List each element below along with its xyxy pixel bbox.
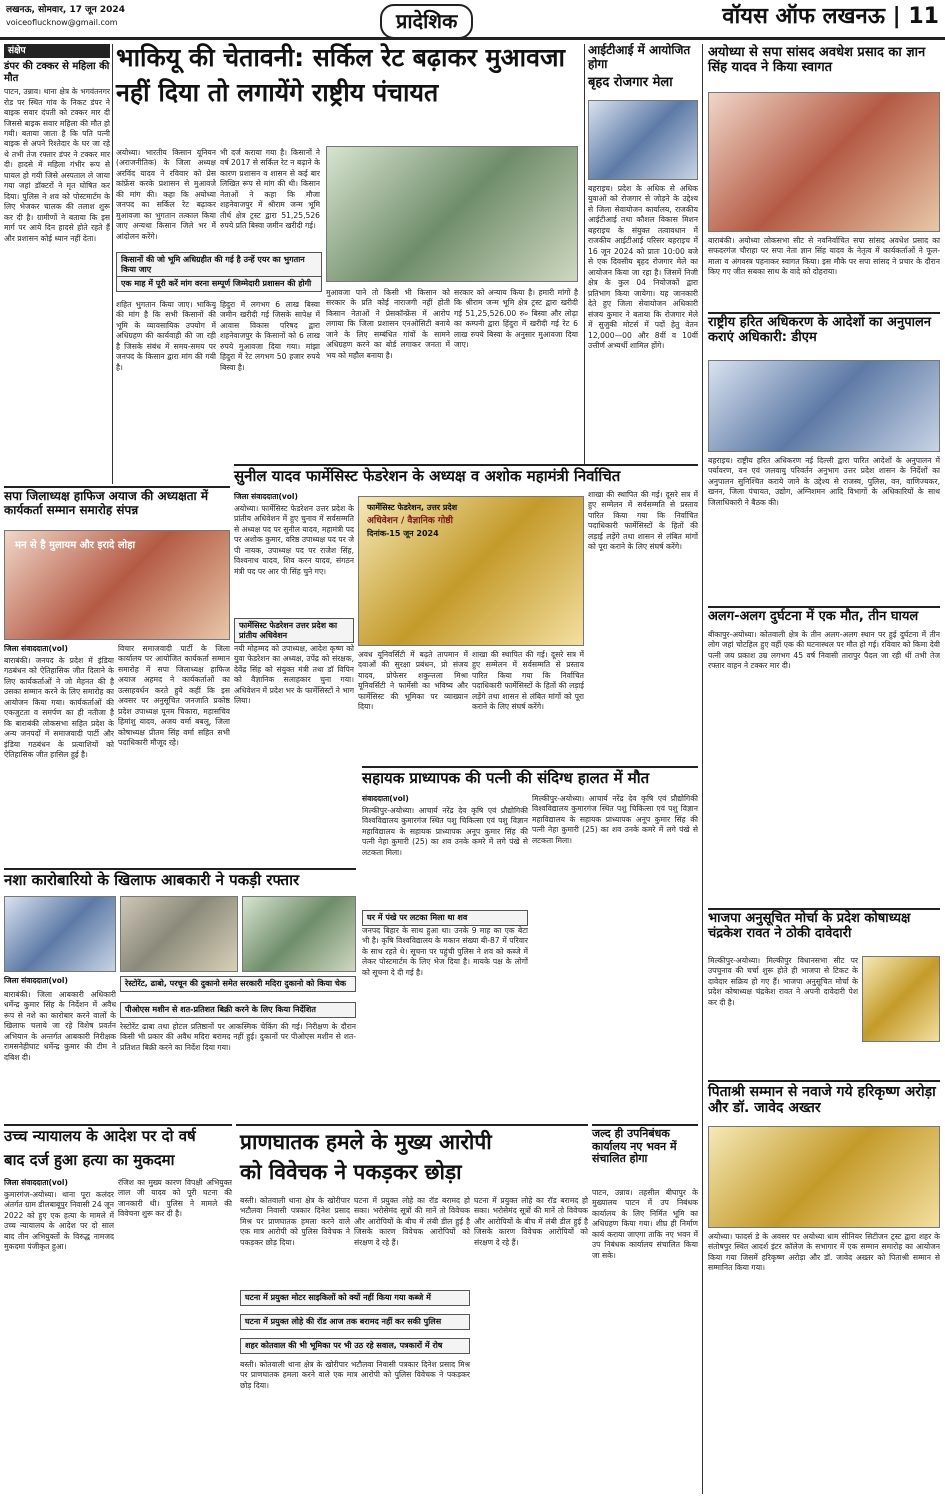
- divider: [112, 44, 113, 484]
- page-number: 11: [908, 4, 939, 29]
- sp-event-body-1: बाराबंकी। जनपद के प्रदेश में इंडिया गठबंधन को ऐतिहासिक जीत दिलाने के लिए कार्यकर्ताओं ने जो मेहनत की है उसका सम्मान करने के लिए समारोह का आयोजन किया गया। कार्यकर्ताओं की एकजुटता व समर्पण का ही नतीजा है कि बाराबंकी लोकसभा सहित प्रदेश के अन्य जनपदों में समाजवादी पार्टी और इंडिया गठबंधन के प्रत्याशियों को ऐतिहासिक जीत हासिल हुई है।: [4, 656, 114, 760]
- award-photo: [708, 1126, 940, 1228]
- divider: [702, 44, 703, 1494]
- brand-logo: वॉयस ऑफ लखनऊ | 11: [722, 4, 939, 29]
- brief-body: पाटन, उन्नाव। थाना क्षेत्र के भगवंतनगर रोड पर स्थित गांव के निकट डंपर ने बाइक सवार दंपती को टक्कर मार दी जिससे बाइक सवार महिला की मौत हो गयी। बताया जाता है कि पति पत्नी बाइक से अपने रिश्तेदार के घर जा रहे थे तभी तेज रफ्तार डंपर ने टक्कर मार दी। हादसे में महिला गंभीर रूप से घायल हो गयी जिसे अस्पताल ले जाया गया जहां डॉक्टरों ने मृत घोषित कर दिया। पुलिस ने शव को पोस्टमार्टम के लिए भेजकर चालक की तलाश शुरू कर दी है। ग्रामीणों ने बताया कि इस मार्ग पर आये दिन हादसे होते रहते हैं और प्रशासन कोई ध्यान नहीं देता।: [4, 87, 110, 243]
- pharma-photo: [358, 496, 584, 646]
- divider: [362, 766, 698, 768]
- masthead: [0, 0, 945, 40]
- excise-body-1: बाराबंकी। जिला आबकारी अधिकारी धर्मेन्द्र कुमार सिंह के निर्देशन में अवैध रूप से नशे का कारोबार करने वालों के खिलाफ चलाये जा रहे विशेष प्रवर्तन अभियान के अन्तर्गत आबकारी निरीक्षक रामसनेहीघाट धर्मेन्द्र कुमार की टीम ने दबिश दी।: [4, 990, 116, 1062]
- attack-body-3: बस्ती। कोतवाली थाना क्षेत्र के खोरीपार भटौलवा निवासी पत्रकार दिनेश प्रसाद मिश्र पर प्राणघातक हमला करने वाले एक मात्र आरोपी को पुलिस विवेचक ने पकड़कर छोड़ दिया।: [240, 1360, 470, 1390]
- job-fair-headline-1: आईटीआई में आयोजित होगा: [588, 43, 691, 71]
- pharma-headline: सुनील यादव फार्मेसिस्ट फेडरेशन के अध्यक्ष व अशोक महामंत्री निर्वाचित: [234, 467, 621, 485]
- ngt-headline: राष्ट्रीय हरित अधिकरण के आदेशों का अनुपालन कराएं अधिकारी: डीएम: [708, 315, 931, 345]
- brief-label: संक्षेप: [4, 44, 110, 58]
- death-byline: संवाददाता(vol): [362, 794, 409, 803]
- job-fair-body: बहराइच। प्रदेश के अधिक से अधिक युवाओं को रोजगार से जोड़ने के उद्देश्य से जिला सेवायोजन कार्यालय, राजकीय आईटीआई तथा कौशल विकास मिशन बहराइच के संयुक्त तत्वावधान में राजकीय आईटीआई परिसर बहराइच में 16 जून 2024 को प्रातः 10:00 बजे से एक दिवसीय बृहद रोजगार मेले का आयोजन किया जा रहा है। जिसमें निजी क्षेत्र के कुल 04 नियोजकों द्वारा प्रतिभाग किया जायेगा। यह जानकारी देते हुए जिला सेवायोजन अधिकारी संजय कुमार ने बताया कि रोजगार मेले में सुजुकी मोटर्स में पदों हेतु वेतन 12,000—00 और 8वीं व 10वीं उत्तीर्ण अभ्यर्थी शामिल होंगे।: [588, 184, 698, 351]
- court-byline: जिला संवाददाता(vol): [4, 1178, 68, 1187]
- attack-body-4: घटना में प्रयुक्त लोहे का रॉड बरामद हो सका। भरोसेमंद सूत्रों की मानें तो विवेचक और आरोपियों के बीच में लंबी डील हुई है जिसके कारण विवेचक आरोपियों को संरक्षण दे रहे हैं।: [474, 1196, 588, 1247]
- death-body-1: मिल्कीपुर-अयोध्या। आचार्य नरेंद्र देव कृषि एवं प्रौद्योगिकी विश्वविद्यालय कुमारगंज स्थित पशु चिकित्सा एवं पशु विज्ञान महाविद्यालय के सहायक प्राध्यापक अनूप कुमार सिंह की पत्नी नेहा कुमारी (25) का शव उनके कमरे में लगे पंखे से लटकता मिला।: [362, 806, 528, 857]
- divider: [234, 464, 698, 466]
- sp-event-headline: सपा जिलाध्यक्ष हाफिज अयाज की अध्यक्षता में कार्यकर्ता सम्मान समारोह संपन्न: [4, 489, 209, 517]
- mp-welcome-photo: [708, 92, 940, 232]
- attack-subhead-2: घटना में प्रयुक्त लोहे की रॉड आज तक बरामद नहीं कर सकी पुलिस: [240, 1314, 470, 1330]
- death-body-3: मिल्कीपुर-अयोध्या। आचार्य नरेंद्र देव कृषि एवं प्रौद्योगिकी विश्वविद्यालय कुमारगंज स्थित पशु चिकित्सा एवं पशु विज्ञान महाविद्यालय के सहायक प्राध्यापक अनूप कुमार सिंह की पत्नी नेहा कुमारी (25) का शव उनके कमरे में लगे पंखे से लटकता मिला।: [532, 794, 698, 845]
- attack-body-1: बस्ती। कोतवाली थाना क्षेत्र के खोरीपार भटौलवा निवासी पत्रकार दिनेश प्रसाद मिश्र पर प्राणघातक हमला करने वाले एक मात्र आरोपी को पुलिस विवेचक ने पकड़कर छोड़ दिया।: [240, 1196, 350, 1247]
- divider: [236, 1124, 588, 1126]
- attack-headline-2: को विवेचक ने पकड़कर छोड़ा: [240, 1160, 462, 1184]
- issue-date: लखनऊ, सोमवार, 17 जून 2024: [6, 5, 125, 15]
- excise-headline: नशा कारोबारियो के खिलाफ आबकारी ने पकड़ी रफ्तार: [4, 871, 300, 889]
- bjp-body: मिल्कीपुर-अयोध्या। मिल्कीपुर विधानसभा सीट पर उपचुनाव की चर्चा शुरू होते ही भाजपा से टिकट के दावेदार सक्रिय हो गए हैं। भाजपा अनुसूचित मोर्चा के प्रदेश कोषाध्यक्ष चंद्रकेश रावत ने अपनी दावेदारी पेश कर दी है।: [708, 956, 858, 1007]
- death-subhead: घर में पंखे पर लटका मिला था शव: [362, 910, 528, 926]
- brand-name: वॉयस ऑफ लखनऊ: [722, 4, 886, 29]
- ngt-photo: [708, 360, 940, 452]
- job-fair-headline-2: बृहद रोजगार मेला: [588, 74, 673, 90]
- death-headline: सहायक प्राध्यापक की पत्नी की संदिग्ध हालत में मौत: [362, 769, 650, 787]
- award-body: अयोध्या। फादर्स डे के अवसर पर अयोध्या धाम सीनियर सिटीजन ट्रस्ट द्वारा शहर के संतोषपुर स्थित आदर्श इंटर कॉलेज के सभागार में एक सम्मान समारोह का आयोजन किया गया जिसमें हरिकृष्ण अरोड़ा और डॉ. जावेद अख्तर को पिताश्री सम्मान से सम्मानित किया गया।: [708, 1232, 940, 1273]
- farmers-body-3: शहित भुगतान किया जाए। भाकियू की मांग है कि सभी किसानों की भूमि के व्यावसायिक उपयोग में अधिग्रहण की कार्यवाही की जा रही है जिसके संबंध में समय-समय पर जनपद के किसान द्वारा मांग की गयी है।: [116, 300, 216, 372]
- divider: [4, 486, 230, 488]
- farmers-body-5: मुआवजा पाने तो किसी भी किसान को सरकार के प्रति कोई नाराजगी नहीं होती किसान नेताओं ने प्रेसकॉन्फ्रेंस में आरोप लगाया कि जिला प्रशासन एनओसिटी बनाये जाने के लिए सम्बंधित गांवों के सामने अधिग्रहण करने का बोर्ड लगाकर जनता में भय को महौल बनाया है।: [326, 288, 450, 360]
- job-fair-story: [588, 44, 698, 91]
- job-fair-photo: [588, 100, 698, 180]
- divider: [708, 1080, 940, 1082]
- court-headline-1: उच्च न्यायालय के आदेश पर दो वर्ष: [4, 1127, 196, 1145]
- attack-subhead-3: शहर कोतवाल की भी भूमिका पर भी उठ रहे सवाल, पत्रकारों में रोष: [240, 1338, 470, 1354]
- farmers-body-2: भी दर्ज कराया गया है। किसानों ने वर्ष 2017 से सर्किल रेट न बढ़ाने के कारण प्रशासन व शासन से कई बार लिखित रूप से मांग की थी। किसान नेताओं ने कहा कि मौजा शहनेवाजपुर में श्रीराम जन्म भूमि तीर्थ क्षेत्र ट्रस्ट द्वारा 51,25,526 रुपये प्रति बिस्वा जमीन खरीदी गई।: [220, 148, 320, 231]
- pharma-banner-2: अधिवेशन / वैज्ञानिक गोष्ठी: [367, 516, 453, 526]
- death-body-2: जनपद बिहार के साथ हुआ था। उनके 9 माह का एक बेटा भी है। कृषि विश्वविद्यालय के मकान संख्या बी-87 में परिवार के साथ रहते थे। सूचना पर पहुंची पुलिस ने शव को कब्जे में लेकर पोस्टमार्टम के लिए भेज दिया है। मायके पक्ष के लोगों को सूचना दे दी गई है।: [362, 926, 528, 977]
- farmers-headline-2: नहीं दिया तो लगायेंगे राष्ट्रीय पंचायत: [116, 77, 439, 107]
- mp-welcome-body: बाराबंकी। अयोध्या लोकसभा सीट से नवनिर्वाचित सपा सांसद अवधेश प्रसाद का सफदरगंज चौराहा पर सपा नेता ज्ञान सिंह यादव के नेतृत्व में कार्यकर्ताओं ने फूल-माला व अंगवस्त्र पहनाकर स्वागत किया। इस मौके पर सपा सांसद ने प्रचार के दौरान किए गए जीत सबका साथ के वादे को दोहराया।: [708, 236, 940, 277]
- court-headline-2: बाद दर्ज हुआ हत्या का मुकदमा: [4, 1151, 175, 1169]
- ngt-body: बहराइच। राष्ट्रीय हरित अधिकरण नई दिल्ली द्वारा पारित आदेशों के अनुपालन में पर्यावरण, वन एवं जलवायु परिवर्तन अनुभाग उत्तर प्रदेश शासन के निर्देशों का अनुपालन सुनिश्चित कराये जाने के उद्देश्य से राजस्व, पुलिस, वन, वाणिज्यकर, खनन, जिला पंचायत, उद्योग, अग्निशमन आदि विभागों के अधिकारियों के साथ जिलाधिकारी ने बैठक की।: [708, 456, 940, 507]
- divider: [708, 312, 940, 314]
- court-body-1: कुमारगंज-अयोध्या। थाना पूरा कलंदर अंतर्गत ग्राम डीलबाबूपुर निवासी 24 जून 2022 को हुए एक हत्या के मामले में उच्च न्यायालय के आदेश पर दो साल बाद तीन अभियुक्तों के विरुद्ध नामजद मुकदमा पंजीकृत हुआ।: [4, 1190, 114, 1252]
- sp-event-body-2: विचार समाजवादी पार्टी के जिला कार्यालय पर आयोजित कार्यकर्ता सम्मान समारोह में सपा जिलाध्यक्ष हाफिज अयाज अहमद ने कार्यकर्ताओं का उत्साहवर्धन करते हुये कहीं कि इस अवसर पर अनुसूचित जनजाति प्रकोष्ठ प्रदेश उपाध्यक्ष पूनम चिकारा, महासचिव हिमांशु यादव, अजय वर्मा बबलू, जिला कोषाध्यक्ष प्रीतम सिंह वर्मा सहित सभी पदाधिकारी मौजूद रहे।: [118, 644, 230, 748]
- farmers-subhead-2: एक माह में पूरी करें मांग वरना सम्पूर्ण जिम्मेदारी प्रशासन की होगी: [116, 276, 322, 292]
- pharma-banner-1: फार्मेसिस्ट फेडरेशन, उत्तर प्रदेश: [367, 503, 458, 512]
- pharma-body-1: अयोध्या। फार्मेसिस्ट फेडरेशन उत्तर प्रदेश के प्रांतीय अधिवेशन में हुए चुनाव में सर्वसम्मति से अध्यक्ष पद पर सुनील यादव, महामंत्री पद पर अशोक कुमार, वरिष्ठ उपाध्यक्ष पद पर जे पी नायक, उपाध्यक्ष पद पर राजेश सिंह, विश्वनाथ यादव, शिव करन यादव, संगठन मंत्री पद पर आर पी सिंह चुने गए।: [234, 504, 354, 576]
- brief-column: [4, 44, 110, 484]
- sp-banner-text: मन से है मुलायम और इरादे लोहा: [15, 540, 136, 551]
- pharma-body-3: अवध यूनिवर्सिटी में बढ़ते तापमान में दवाओं की सुरक्षा प्रबंधन, प्रो संजय यादव, प्रोफेसर शकुन्तला मिश्रा यूनिवर्सिटी ने फार्मेसी का भविष्य और फार्मेसिस्ट की भूमिका पर व्याख्यान दिया।: [358, 650, 468, 712]
- accident-body: बीकापुर-अयोध्या। कोतवाली क्षेत्र के तीन अलग-अलग स्थान पर हुई दुर्घटना में तीन लोग जहां चोटहिल हुए वहीं एक की घटनास्थल पर मौत हो गई। रविवार को किमा देवी पत्नी जय प्रकाश उम्र लगभग 45 वर्ष निवासी तारापुर पैदल जा रही थीं तभी तेज रफ्तार वाहन ने टक्कर मार दी।: [708, 630, 940, 671]
- farmers-photo: [326, 146, 578, 282]
- excise-photo-1: [4, 896, 116, 972]
- farmers-subhead-1: किसानों की जो भूमि अधिग्रहीत की गई है उन्हें एयर का भुगतान किया जाए: [116, 252, 322, 277]
- divider: [708, 606, 940, 608]
- accident-headline: अलग-अलग दुर्घटना में एक मौत, तीन घायल: [708, 609, 919, 624]
- farmers-headline-1: भाकियू की चेतावनी: सर्किल रेट बढ़ाकर मुआवजा: [116, 43, 565, 72]
- excise-photo-2: [120, 896, 238, 972]
- email: voiceoflucknow@gmail.com: [6, 18, 118, 27]
- pharma-banner-3: दिनांक-15 जून 2024: [367, 529, 439, 538]
- pharma-byline: जिला संवाददाता(vol): [234, 492, 298, 501]
- excise-photo-3: [242, 896, 356, 972]
- excise-byline: जिला संवाददाता(vol): [4, 976, 68, 985]
- pharma-body-5: शाखा की स्थापित की गई। दूसरे सत्र में हुए सम्मेलन में सर्वसम्मति से प्रस्ताव पारित किया गया कि निर्वाचित पदाधिकारी फार्मेसिस्टों के हितों की लड़ाई लड़ेंगे तथा शासन से लंबित मांगों को पूरा कराने के लिए संघर्ष करेंगे।: [588, 490, 698, 552]
- candidate-photo: [862, 956, 940, 1042]
- divider: [592, 1124, 698, 1126]
- farmers-story: [116, 44, 576, 108]
- farmers-body-4: हिदुरा में लगभग 6 लाख बिस्वा जमीन खरीदी गई जिसके सापेक्ष में आवास विकास परिषद द्वारा शहनेवाजपुर के किसानों को 6 लाख रुपये मुआवजा दिया गया। मांझा हिदुरा में रेट लगभग 50 हजार रुपये बिस्वा है।: [220, 300, 320, 372]
- sp-event-byline: जिला संवाददाता(vol): [4, 644, 68, 653]
- pharma-body-2: नयी मोहम्मद को उपाध्यक्ष, आदेश कृष्ण को युवा फेडरेशन का अध्यक्ष, उपेंद्र को संरक्षक, देवेंद्र सिंह को संयुक्त मंत्री तथा डॉ विपिन को वैज्ञानिक सलाहकार चुना गया। अधिवेशन में प्रदेश भर के फार्मेसिस्टों ने भाग लिया।: [234, 644, 354, 706]
- section-title: प्रादेशिक: [380, 4, 473, 39]
- farmers-body-1: अयोध्या। भारतीय किसान यूनियन (अराजनीतिक) के जिला अध्यक्ष अरविंद यादव ने रविवार को प्रेस कांफ्रेंस करके प्रशासन से मुआवजे की मांग की। कहा कि अयोध्या जनपद का सर्किल रेट बढ़ाकर मुआवजा का भुगतान तत्काल किया जाए अन्यथा किसान जिले भर में आंदोलन करेंगे।: [116, 148, 216, 241]
- excise-body-2: रेस्टोरेंट ढाबा तथा होटल प्रतिष्ठानों पर आकस्मिक चेकिंग की गई। निरीक्षण के दौरान किसी भी प्रकार की अवैध मदिरा बरामद नहीं हुई। दुकानों पर पीओएस मशीन से शत-प्रतिशत बिक्री करने का निर्देश दिया गया।: [120, 1022, 356, 1052]
- farmers-body-6: सरकार को अन्याय किया है। हमारी मांगों है कि श्रीराम जन्म भूमि क्षेत्र ट्रस्ट द्वारा खरीदी गई 51,25,526.00 रु० बिस्वा और लोढ़ा का कम्पनी द्वारा हिंदुरा में खरीदी गई रेट 6 लाख रुपये बिस्वा के अनुसार मुआवजा दिया जाए।: [454, 288, 578, 350]
- registrar-headline: जल्द ही उपनिबंधक कार्यालय नए भवन में संचालित होगा: [592, 1127, 677, 1166]
- registrar-body: पाटन, उन्नाव। तहसील बीघापुर के मुख्यालय पाटन में उप निबंधक कार्यालय के लिए निर्मित भूमि का अधिग्रहण किया गया। शीघ्र ही निर्माण कार्य कराया जाएगा ताकि नए भवन में उप निबंधक कार्यालय संचालित किया जा सके।: [592, 1188, 698, 1260]
- sp-event-photo: [4, 530, 230, 640]
- award-headline: पिताश्री सम्मान से नवाजे गये हरिकृष्ण अरोड़ा और डॉ. जावेद अख्तर: [708, 1084, 936, 1117]
- divider: [708, 908, 940, 910]
- pharma-body-4: शाखा की स्थापित की गई। दूसरे सत्र में हुए सम्मेलन में सर्वसम्मति से प्रस्ताव पारित किया गया कि निर्वाचित पदाधिकारी फार्मेसिस्टों के हितों की लड़ाई लड़ेंगे तथा शासन से लंबित मांगों को पूरा कराने के लिए संघर्ष करेंगे।: [472, 650, 584, 712]
- excise-subhead-2: पीओएस मशीन से शत-प्रतिशत बिक्री करने के लिए किया निर्देशित: [120, 1002, 356, 1018]
- court-body-2: रंजिश का मुख्य कारण विपक्षी अभियुक्त लाल जी यादव को पूरी घटना की जानकारी थी। पुलिस ने मामले की विवेचना शुरू कर दी है।: [118, 1178, 232, 1219]
- divider: [584, 44, 585, 464]
- brief-headline: डंपर की टक्कर से महिला की मौत: [4, 61, 110, 84]
- bjp-headline: भाजपा अनुसूचित मोर्चा के प्रदेश कोषाध्यक्ष चंद्रकेश रावत ने ठोकी दावेदारी: [708, 911, 911, 941]
- divider: [4, 1124, 232, 1126]
- mp-welcome-headline: अयोध्या से सपा सांसद अवधेश प्रसाद का ज्ञान सिंह यादव ने किया स्वागत: [708, 45, 926, 75]
- excise-subhead-1: रेस्टोरेंट, ढाबो, परचून की दुकानो समेत सरकारी मदिरा दुकानो को किया चेक: [120, 976, 356, 992]
- attack-body-2: घटना में प्रयुक्त लोहे का रॉड बरामद हो सका। भरोसेमंद सूत्रों की मानें तो विवेचक और आरोपियों के बीच में लंबी डील हुई है जिसके कारण विवेचक आरोपियों को संरक्षण दे रहे हैं।: [354, 1196, 470, 1247]
- pharma-subhead: फार्मेसिस्ट फेडरेशन उत्तर प्रदेश का प्रांतीय अधिवेशन: [234, 618, 354, 643]
- attack-subhead-1: घटना में प्रयुक्त मोटर साइकिलों को क्यों नहीं किया गया कब्जे में: [240, 1290, 470, 1306]
- attack-headline-1: प्राणघातक हमले के मुख्य आरोपी: [240, 1130, 492, 1154]
- divider: [4, 868, 356, 870]
